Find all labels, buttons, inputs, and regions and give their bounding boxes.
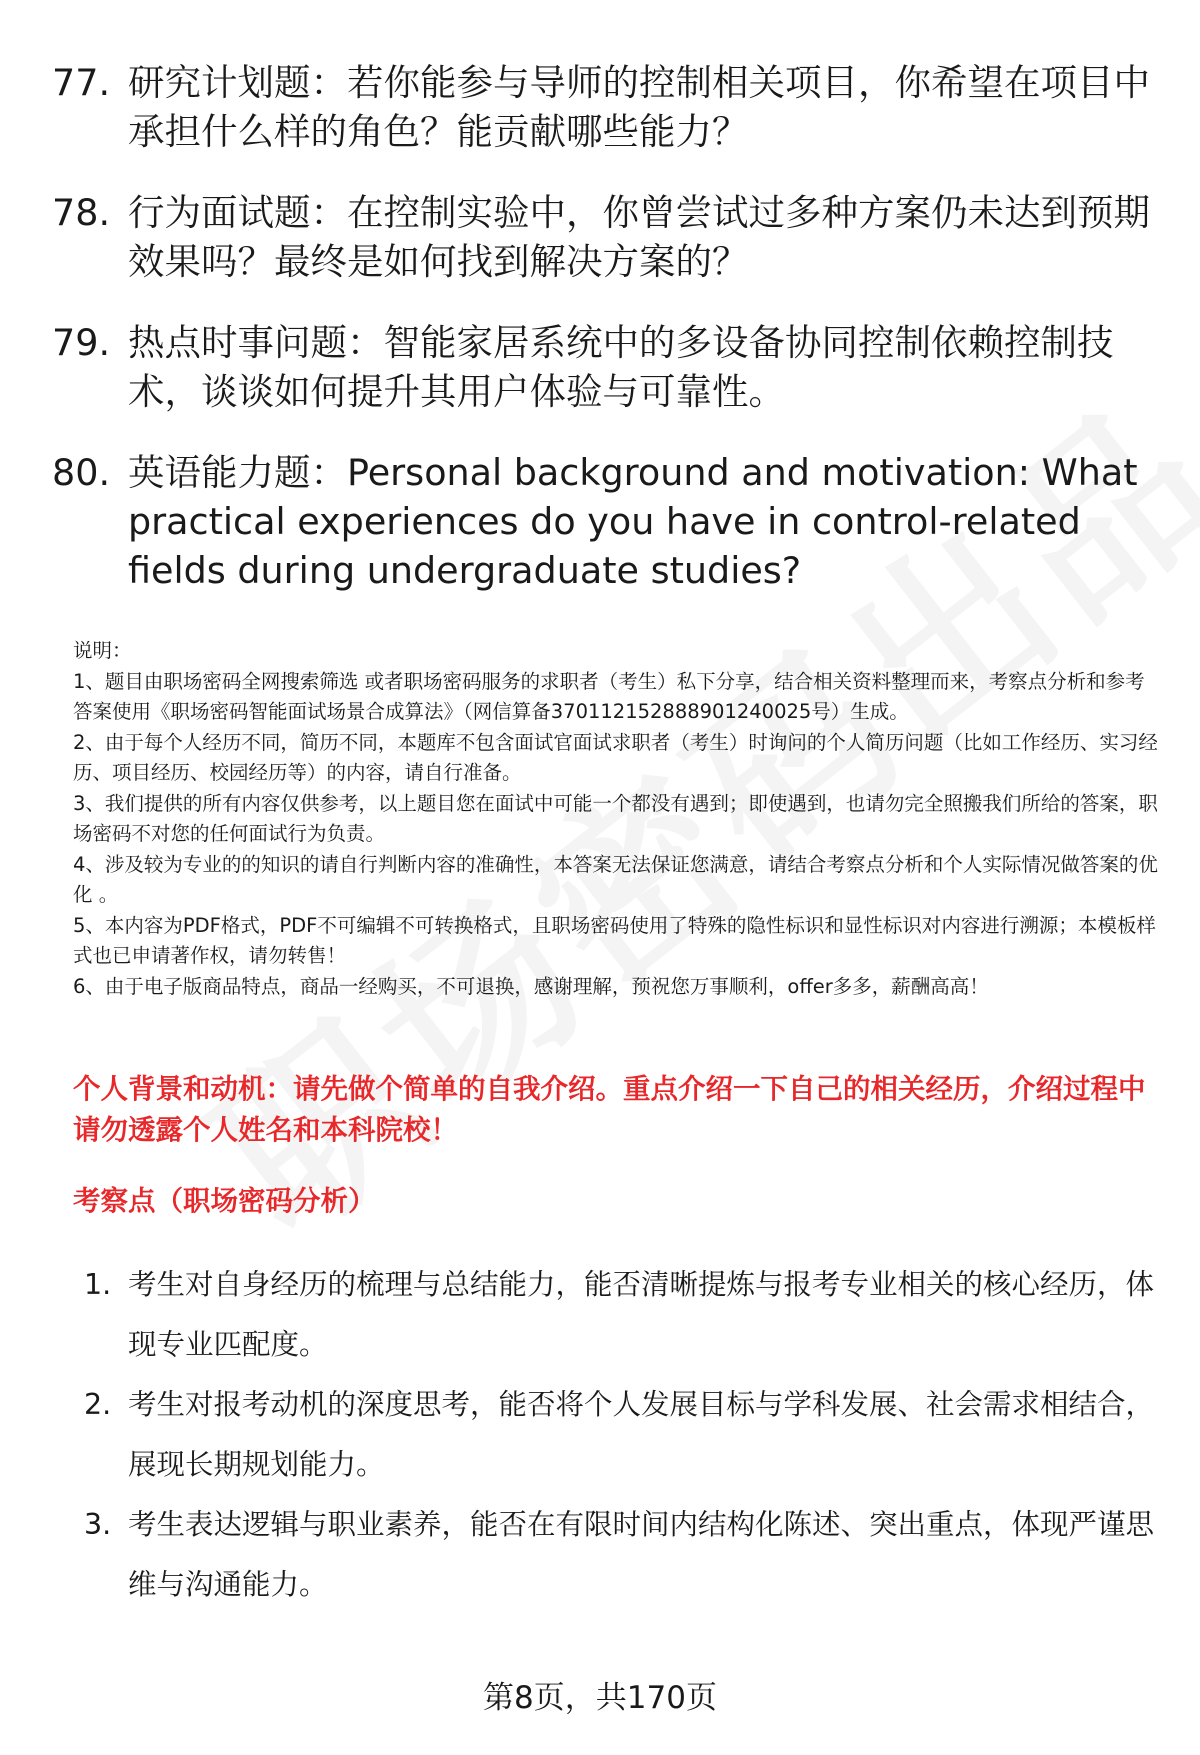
note-item: 4、涉及较为专业的的知识的请自行判断内容的准确性，本答案无法保证您满意，请结合考察点分析和个人实际情况做答案的优化 。 xyxy=(73,852,1158,906)
question-number: 78. xyxy=(52,191,111,234)
point-text: 考生对报考动机的深度思考，能否将个人发展目标与学科发展、社会需求相结合，展现长期规划能力。 xyxy=(128,1388,1155,1481)
question-text: 行为面试题：在控制实验中，你曾尝试过多种方案仍未达到预期效果吗？最终是如何找到解决方案的？ xyxy=(128,191,1150,283)
point-number: 2. xyxy=(84,1388,112,1421)
question-text: 研究计划题：若你能参与导师的控制相关项目，你希望在项目中承担什么样的角色？能贡献哪些能力？ xyxy=(128,61,1150,153)
question-list xyxy=(52,58,1152,627)
disclaimer-notes xyxy=(73,636,1163,1002)
page-footer: 第8页，共170页 xyxy=(483,1680,717,1716)
note-item: 1、题目由职场密码全网搜索筛选 或者职场密码服务的求职者（考生）私下分享，结合相关资料整理而来，考察点分析和参考答案使用《职场密码智能面试场景合成算法》（网信算备370112152888901240025号）生成。 xyxy=(73,669,1145,723)
point-number: 1. xyxy=(84,1268,112,1301)
note-item: 2、由于每个人经历不同，简历不同，本题库不包含面试官面试求职者（考生）时询问的个人简历问题（比如工作经历、实习经历、项目经历、校园经历等）的内容，请自行准备。 xyxy=(73,730,1158,784)
analysis-point xyxy=(84,1375,1164,1495)
analysis-point xyxy=(84,1495,1164,1615)
question-text: 热点时事问题：智能家居系统中的多设备协同控制依赖控制技术，谈谈如何提升其用户体验与可靠性。 xyxy=(128,321,1114,413)
analysis-points xyxy=(84,1255,1164,1615)
note-item: 5、本内容为PDF格式，PDF不可编辑不可转换格式，且职场密码使用了特殊的隐性标识和显性标识对内容进行溯源；本模板样式也已申请著作权，请勿转售！ xyxy=(73,913,1156,967)
featured-question: 个人背景和动机：请先做个简单的自我介绍。重点介绍一下自己的相关经历，介绍过程中请勿透露个人姓名和本科院校！ xyxy=(73,1073,1146,1146)
question-number: 77. xyxy=(52,61,111,104)
question-item xyxy=(52,188,1152,286)
note-item: 6、由于电子版商品特点，商品一经购买，不可退换，感谢理解，预祝您万事顺利，offer多多，薪酬高高！ xyxy=(73,974,989,998)
question-item xyxy=(52,448,1152,595)
question-number: 79. xyxy=(52,321,111,364)
question-item xyxy=(52,318,1152,416)
point-number: 3. xyxy=(84,1508,112,1541)
question-item xyxy=(52,58,1152,156)
question-text: 英语能力题：Personal background and motivation: What practical experiences do you have in control-related fields during undergraduate studies? xyxy=(128,451,1138,592)
note-item: 3、我们提供的所有内容仅供参考，以上题目您在面试中可能一个都没有遇到；即使遇到，也请勿完全照搬我们所给的答案，职场密码不对您的任何面试行为负责。 xyxy=(73,791,1158,845)
point-text: 考生表达逻辑与职业素养，能否在有限时间内结构化陈述、突出重点，体现严谨思维与沟通能力。 xyxy=(128,1508,1155,1601)
analysis-title: 考察点（职场密码分析） xyxy=(73,1185,376,1217)
notes-heading: 说明： xyxy=(73,639,132,662)
point-text: 考生对自身经历的梳理与总结能力，能否清晰提炼与报考专业相关的核心经历，体现专业匹配度。 xyxy=(128,1268,1155,1361)
analysis-point xyxy=(84,1255,1164,1375)
question-number: 80. xyxy=(52,451,111,494)
